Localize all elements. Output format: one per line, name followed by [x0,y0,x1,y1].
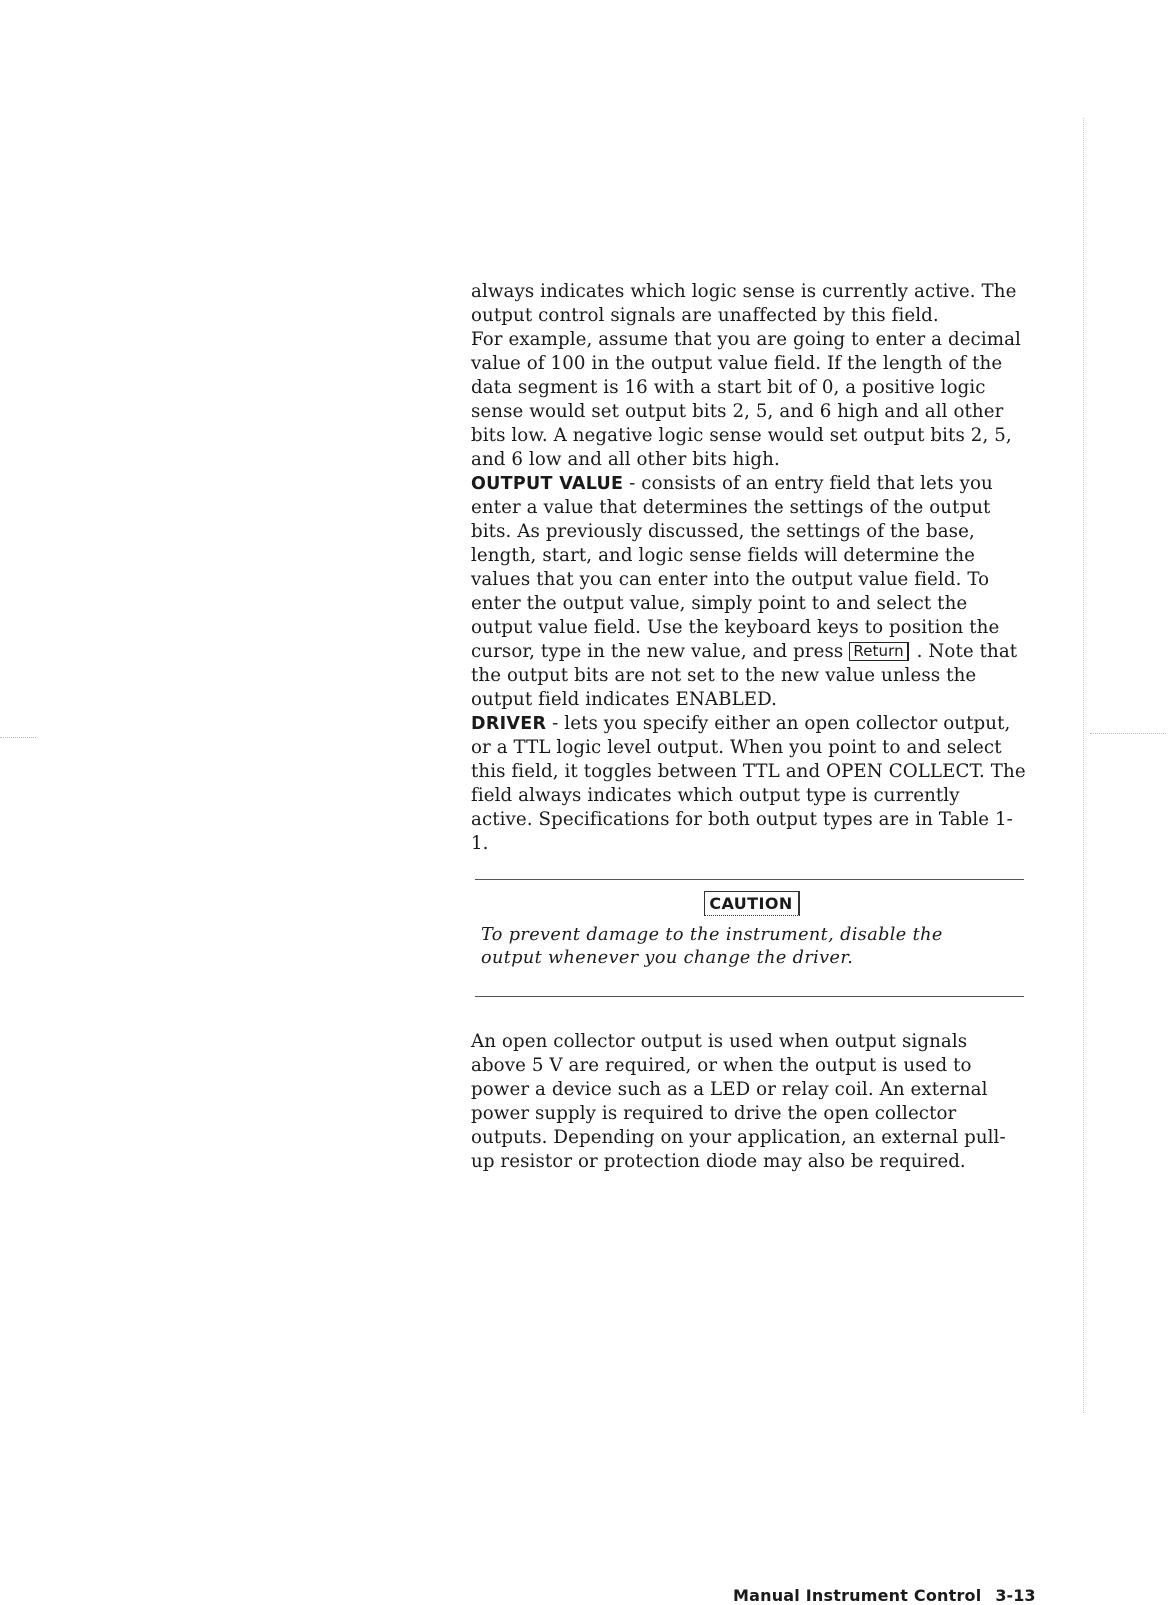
return-key: Return [849,642,908,661]
caution-label: CAUTION [704,891,799,916]
caution-text: To prevent damage to the instrument, disable the output whenever you change the driver. [481,925,943,968]
output-value-text: - consists of an entry field that lets you enter a value that determines the settings of the output bits. As previously discussed, the settings of the base, length, start, and logic sense fields will determine the values that you can enter into the output value field. To enter the output value, simply point to and select the output value field. Use the keyboard keys to position the cursor, type in the new value, and press [471,473,1000,662]
paragraph-logic-sense: always indicates which logic sense is currently active. The output control signals are unaffected by this field. [471,281,1017,326]
page-number: 3-13 [995,1586,1036,1605]
text-column [471,280,1027,1174]
caution-heading [471,891,1027,916]
scan-mark-right [1090,733,1166,734]
caution-rule-top [475,879,1024,880]
paragraph-example: For example, assume that you are going to enter a decimal value of 100 in the output value field. If the length of the data segment is 16 with a start bit of 0, a positive logic sense would set output bits 2, 5, and 6 high and all other bits low. A negative logic sense would set output bits 2, 5, and 6 low and all other bits high. [471,329,1021,470]
scan-mark-left [0,737,36,738]
caution-rule-bottom [475,996,1024,997]
page-edge-line [1083,118,1084,1413]
paragraph-driver [471,712,1027,856]
paragraph-open-collector: An open collector output is used when output signals above 5 V are required, or when the output is used to power a device such as a LED or relay coil. An external power supply is required to drive the open collector outputs. Depending on your application, an external pull-up resistor or protection diode may also be required. [471,1031,1006,1172]
term-output-value: OUTPUT VALUE [471,474,624,494]
output-value-note: . Note that the output bits are not set to the new value unless the output field indicates ENABLED. [471,641,1018,710]
footer-title: Manual Instrument Control [733,1586,982,1605]
page-footer [733,1586,1035,1605]
term-driver: DRIVER [471,714,547,734]
paragraph-output-value [471,472,1027,712]
driver-text: - lets you specify either an open collector output, or a TTL logic level output. When you point to and select this field, it toggles between TTL and OPEN COLLECT. The field always indicates which output type is currently active. Specifications for both output types are in Table 1-1. [471,713,1026,854]
